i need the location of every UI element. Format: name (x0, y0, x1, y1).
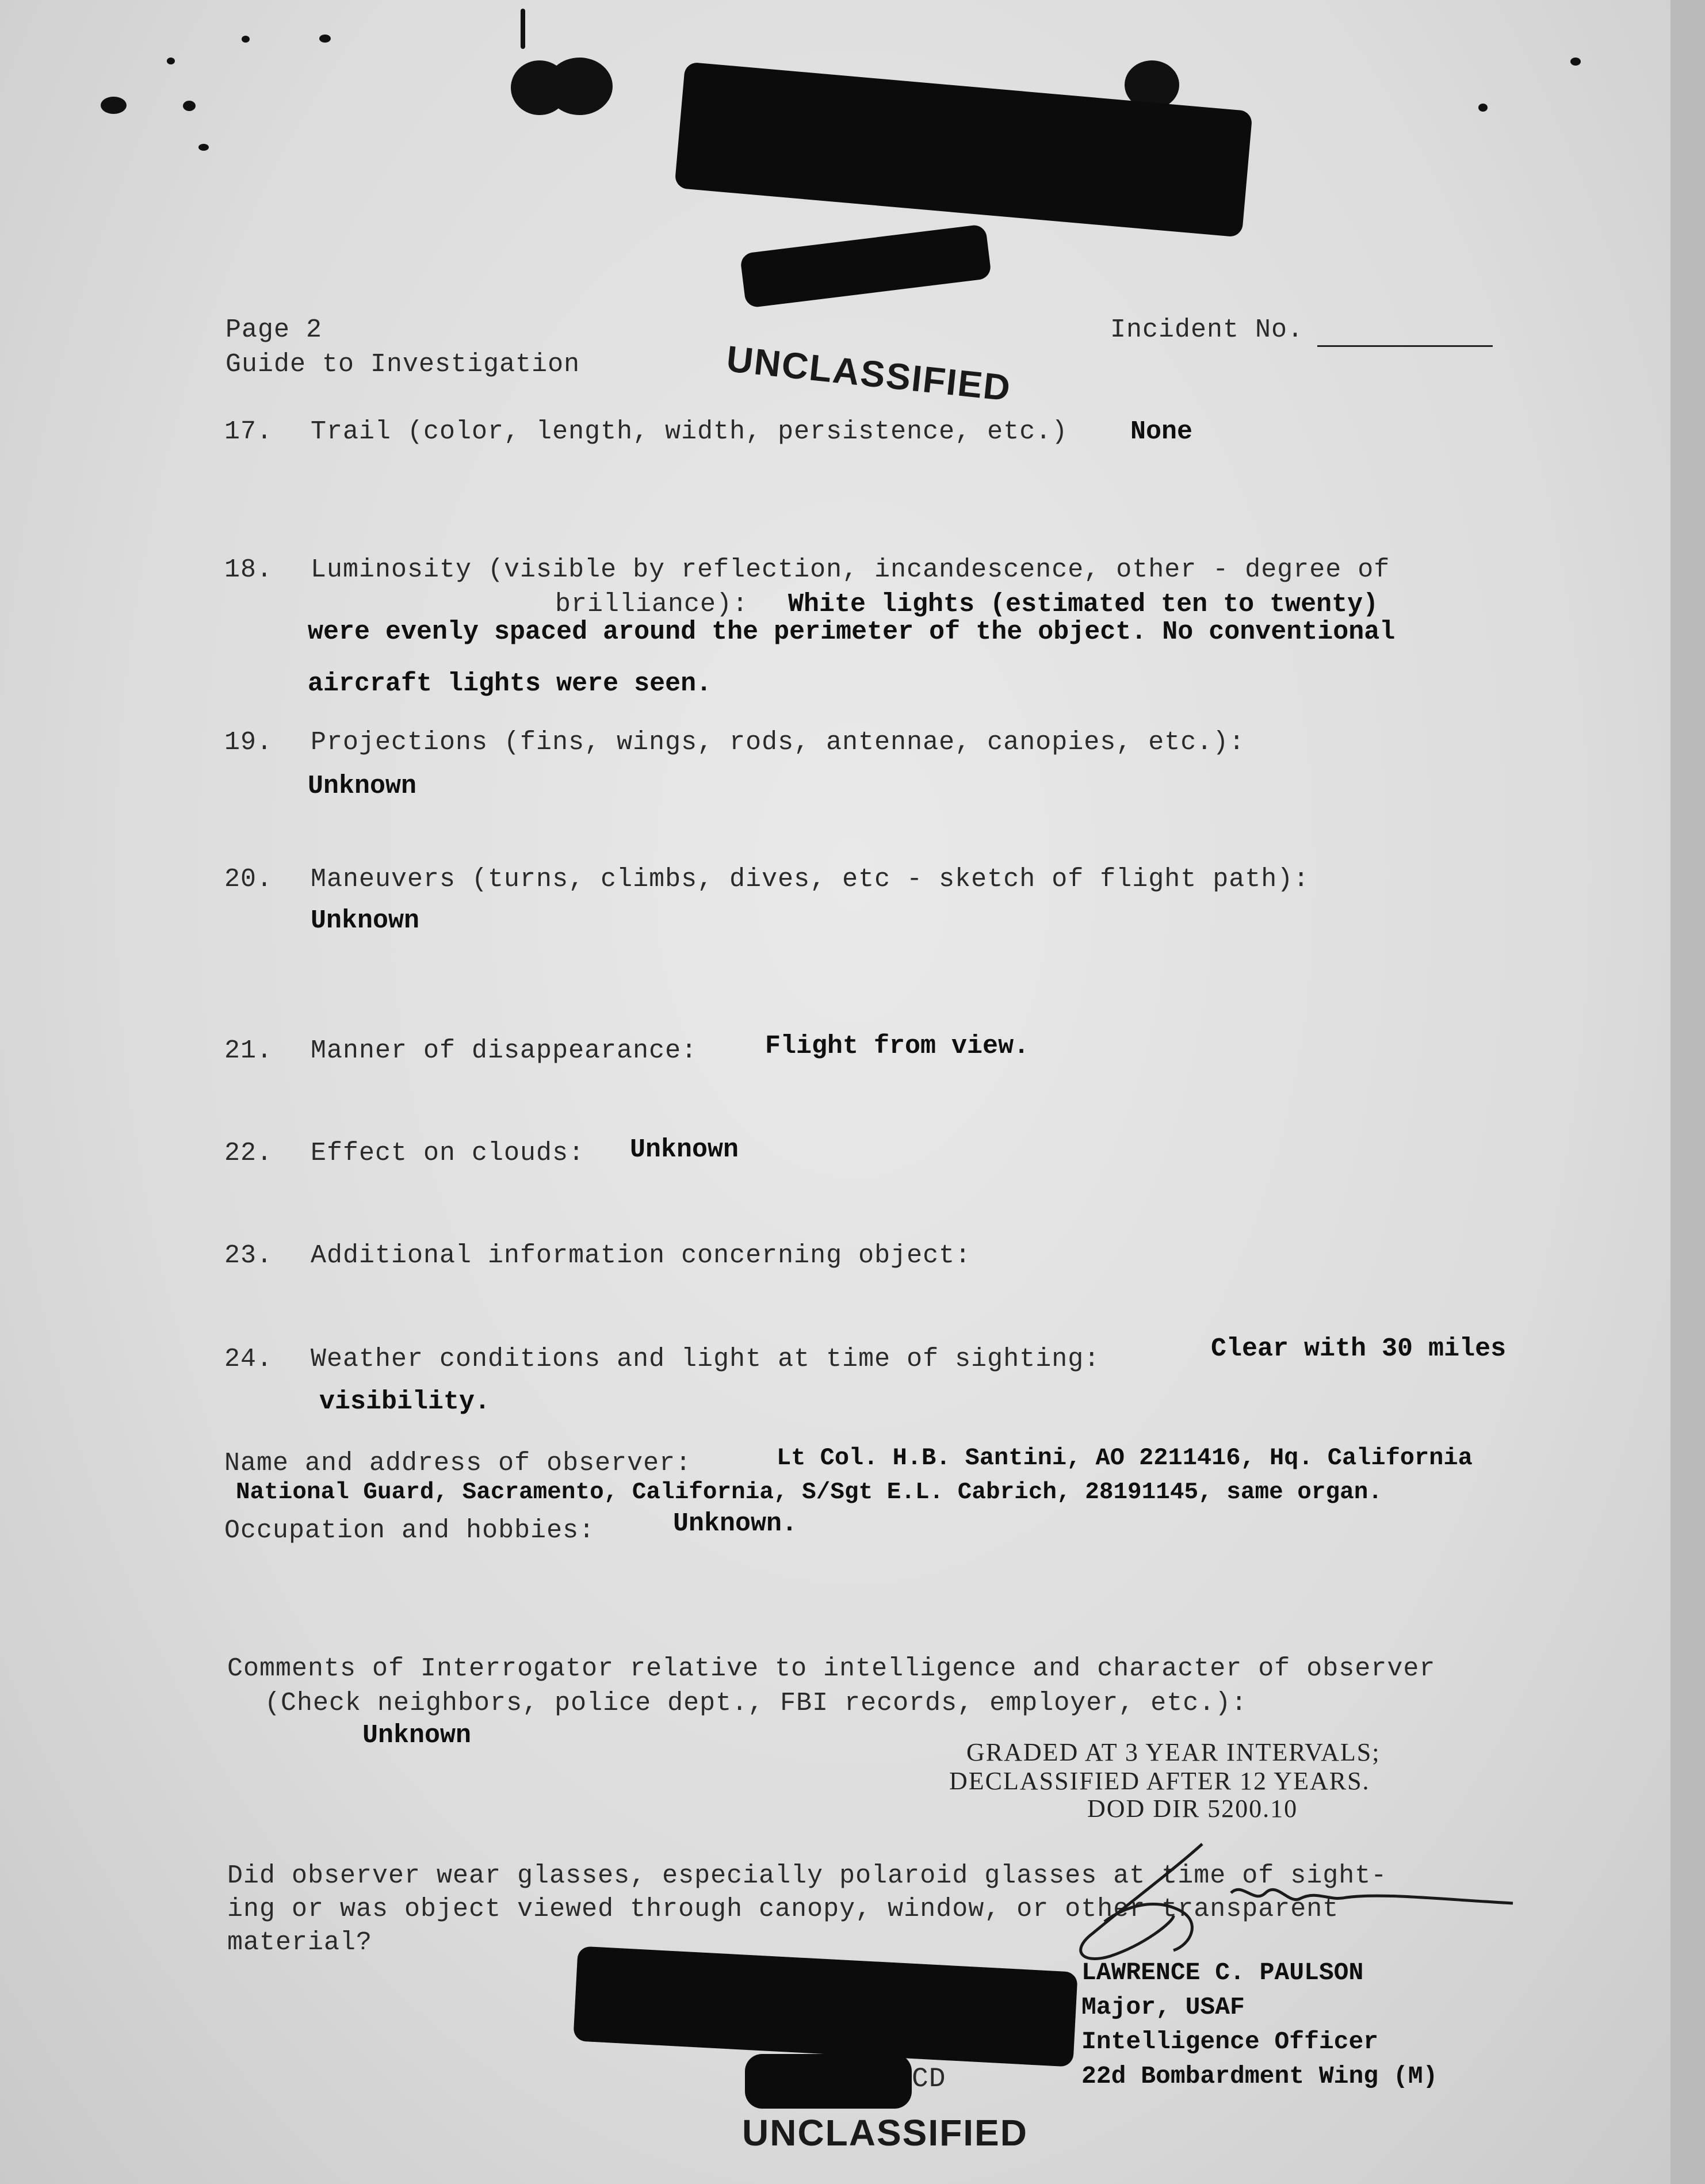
item-21-label: Manner of disappearance: (311, 1036, 698, 1066)
signer-rank: Major, USAF (1081, 1993, 1245, 2021)
item-19-answer: Unknown (308, 772, 417, 801)
item-19-number: 19. (224, 728, 273, 757)
comments-label-line1: Comments of Interrogator relative to intelligence and character of observer (227, 1654, 1436, 1683)
item-20-label: Maneuvers (turns, climbs, dives, etc - sketch of flight path): (311, 865, 1310, 894)
item-21-number: 21. (224, 1036, 273, 1066)
occupation-label: Occupation and hobbies: (224, 1516, 595, 1545)
item-24-label: Weather conditions and light at time of sighting: (311, 1345, 1100, 1374)
redaction-bar (745, 2054, 912, 2109)
item-23-number: 23. (224, 1241, 273, 1270)
item-24-answer-line2: visibility. (319, 1387, 491, 1416)
item-21-answer: Flight from view. (765, 1032, 1030, 1061)
regrade-stamp-line3: DOD DIR 5200.10 (1087, 1794, 1298, 1823)
item-18-number: 18. (224, 555, 273, 585)
ink-speck (319, 35, 331, 43)
incident-number-blank (1317, 345, 1493, 347)
ink-speck (101, 97, 127, 114)
signer-name: LAWRENCE C. PAULSON (1081, 1958, 1364, 1987)
ink-speck (167, 58, 175, 64)
item-20-number: 20. (224, 865, 273, 894)
ink-blot (546, 58, 613, 115)
item-19-label: Projections (fins, wings, rods, antennae, canopies, etc.): (311, 728, 1245, 757)
comments-answer: Unknown (362, 1721, 472, 1750)
item-23-label: Additional information concerning object: (311, 1241, 972, 1270)
page-number: Page 2 (225, 315, 323, 345)
glasses-question-line3: material? (227, 1928, 373, 1957)
item-22-label: Effect on clouds: (311, 1139, 585, 1168)
item-17-label: Trail (color, length, width, persistence, etc.) (311, 417, 1068, 446)
item-18-answer-line2: were evenly spaced around the perimeter of the object. No conventional (308, 617, 1396, 647)
unclassified-stamp-top: UNCLASSIFIED (724, 338, 1014, 409)
ink-speck (1478, 104, 1488, 112)
glasses-question-line2: ing or was object viewed through canopy, window, or other transparent (227, 1895, 1339, 1924)
ink-speck (242, 36, 250, 43)
observer-name-value-line1: Lt Col. H.B. Santini, AO 2211416, Hq. California (777, 1444, 1473, 1472)
signer-unit: 22d Bombardment Wing (M) (1081, 2062, 1438, 2090)
regrade-stamp-line2: DECLASSIFIED AFTER 12 YEARS. (949, 1767, 1370, 1795)
form-title: Guide to Investigation (225, 350, 580, 379)
item-18-label: Luminosity (visible by reflection, incandescence, other - degree of (311, 555, 1390, 585)
glasses-question-line1: Did observer wear glasses, especially polaroid glasses at time of sight- (227, 1861, 1387, 1891)
page-edge-shadow (1670, 0, 1705, 2184)
signer-title: Intelligence Officer (1081, 2028, 1379, 2056)
comments-label-line2: (Check neighbors, police dept., FBI records, employer, etc.): (265, 1689, 1248, 1718)
regrade-stamp-line1: GRADED AT 3 YEAR INTERVALS; (966, 1738, 1381, 1766)
item-20-answer: Unknown (311, 906, 420, 936)
ink-speck (1570, 58, 1581, 66)
observer-name-label: Name and address of observer: (224, 1449, 692, 1478)
occupation-value: Unknown. (673, 1509, 798, 1538)
observer-name-value-line2: National Guard, Sacramento, California, S/Sgt E.L. Cabrich, 28191145, same organ. (236, 1479, 1382, 1506)
incident-number-label: Incident No. (1110, 315, 1304, 345)
ink-speck (198, 144, 209, 151)
redaction-bar (573, 1946, 1077, 2067)
unclassified-stamp-bottom: UNCLASSIFIED (742, 2112, 1028, 2154)
ink-speck (183, 101, 196, 111)
item-22-number: 22. (224, 1139, 273, 1168)
item-24-number: 24. (224, 1345, 273, 1374)
item-18-label-cont: brilliance): (555, 590, 749, 619)
item-18-answer-line3: aircraft lights were seen. (308, 669, 712, 698)
item-22-answer: Unknown (630, 1135, 739, 1164)
ink-speck (521, 9, 525, 49)
partial-stamp-cd: CD (912, 2064, 946, 2095)
item-17-number: 17. (224, 417, 273, 446)
redaction-bar (740, 224, 992, 308)
item-18-answer-line1: White lights (estimated ten to twenty) (788, 590, 1379, 619)
item-17-answer: None (1130, 417, 1193, 446)
item-24-answer-line1: Clear with 30 miles (1211, 1334, 1507, 1364)
